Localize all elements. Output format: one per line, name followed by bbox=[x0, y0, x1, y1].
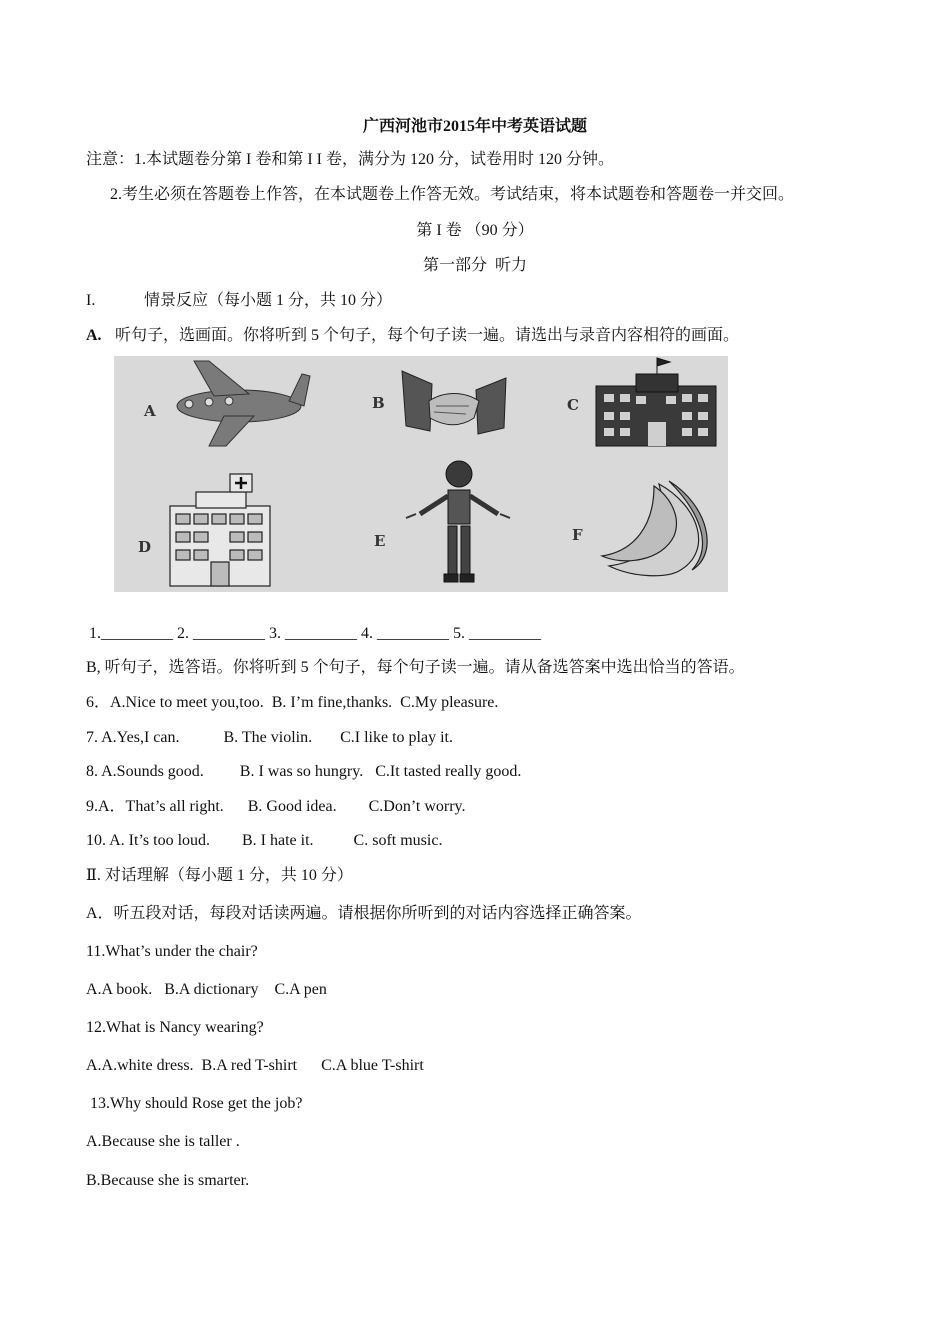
part-a-instruction: 听句子，选画面。你将听到 5 个句子，每个句子读一遍。请选出与录音内容相符的画面。 bbox=[115, 327, 740, 344]
section-1-number: I. bbox=[86, 292, 96, 309]
question-11-options: A.A book. B.A dictionary C.A pen bbox=[86, 981, 327, 998]
note-1: 注意：1.本试题卷分第 I 卷和第 I I 卷，满分为 120 分，试卷用时 120 分钟。 bbox=[86, 151, 614, 168]
volume-heading: 第 I 卷 （90 分） bbox=[416, 222, 534, 239]
option-label-d: D bbox=[138, 538, 152, 556]
option-label-b: B bbox=[372, 394, 385, 412]
option-label-e: E bbox=[374, 532, 386, 550]
option-label-c: C bbox=[567, 396, 579, 414]
note-2: 2.考生必须在答题卷上作答，在本试题卷上作答无效。考试结束，将本试题卷和答题卷一并交回。 bbox=[110, 186, 795, 203]
question-12: 12.What is Nancy wearing? bbox=[86, 1019, 264, 1036]
answer-blanks: 1._________ 2. _________ 3. _________ 4. _________ 5. _________ bbox=[89, 625, 541, 642]
section-2a-instruction: A．听五段对话，每段对话读两遍。请根据你所听到的对话内容选择正确答案。 bbox=[86, 905, 642, 922]
question-6: 6．A.Nice to meet you,too. B. I’m fine,thanks. C.My pleasure. bbox=[86, 694, 499, 711]
part-b-instruction: B, 听句子，选答语。你将听到 5 个句子，每个句子读一遍。请从备选答案中选出恰当的答语。 bbox=[86, 659, 745, 676]
question-7: 7. A.Yes,I can. B. The violin. C.I like to play it. bbox=[86, 729, 453, 746]
question-13: 13.Why should Rose get the job? bbox=[86, 1095, 303, 1112]
question-11: 11.What’s under the chair? bbox=[86, 943, 258, 960]
part-heading: 第一部分 听力 bbox=[422, 257, 527, 274]
page-title: 广西河池市2015年中考英语试题 bbox=[362, 118, 587, 135]
section-1-title: 情景反应（每小题 1 分，共 10 分） bbox=[144, 292, 393, 309]
question-12-options: A.A.white dress. B.A red T-shirt C.A blue T-shirt bbox=[86, 1057, 424, 1074]
question-9: 9.A．That’s all right. B. Good idea. C.Don’t worry. bbox=[86, 798, 466, 815]
question-10: 10. A. It’s too loud. B. I hate it. C. soft music. bbox=[86, 832, 443, 849]
question-8: 8. A.Sounds good. B. I was so hungry. C.It tasted really good. bbox=[86, 763, 522, 780]
question-13-option-a: A.Because she is taller . bbox=[86, 1133, 240, 1150]
part-a-label: A. bbox=[86, 327, 102, 344]
option-label-a: A bbox=[144, 402, 156, 420]
picture-options-figure bbox=[114, 356, 728, 592]
section-2-title: Ⅱ. 对话理解（每小题 1 分，共 10 分） bbox=[86, 867, 353, 884]
question-13-option-b: B.Because she is smarter. bbox=[86, 1172, 250, 1189]
option-label-f: F bbox=[572, 526, 583, 544]
